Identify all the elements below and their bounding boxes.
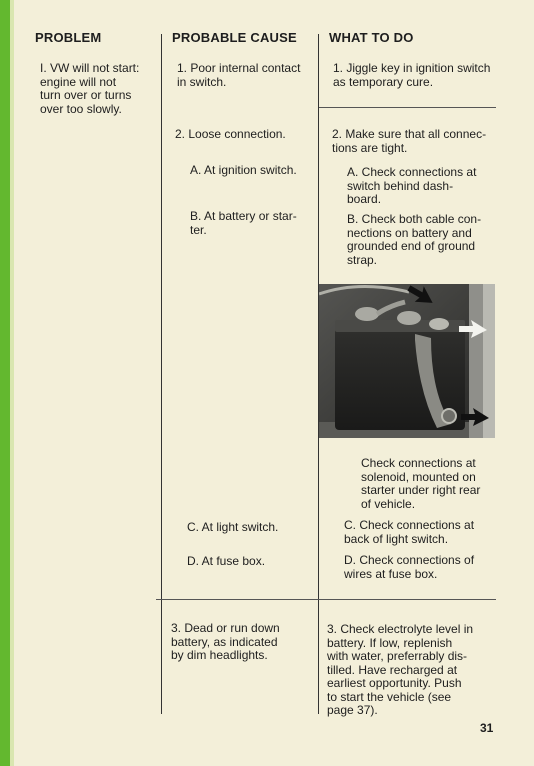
green-edge-shadow: [10, 0, 14, 766]
solenoid-note: Check connections at solenoid, mounted on starter under right rear of vehicle.: [361, 456, 481, 511]
action-3: 3. Check electrolyte level in battery. If low, replenish with water, preferrably dis- tilled. Have recharged at earliest opportunity. Push to start the vehicle (see page 37).: [327, 622, 474, 717]
action-2d: D. Check connections of wires at fuse box.: [344, 553, 475, 581]
cause-2: 2. Loose connection.: [175, 127, 286, 141]
header-probable-cause: PROBABLE CAUSE: [172, 30, 297, 45]
header-problem: PROBLEM: [35, 30, 102, 45]
cause-2d: D. At fuse box.: [187, 554, 266, 568]
header-what-to-do: WHAT TO DO: [329, 30, 414, 45]
battery-photo-icon: [319, 284, 495, 438]
cause-3: 3. Dead or run down battery, as indicated by dim headlights.: [171, 621, 280, 662]
cause-1: 1. Poor internal contact in switch.: [177, 61, 301, 89]
cause-2a: A. At ignition switch.: [190, 163, 297, 177]
row-separator-1: [319, 107, 496, 108]
green-edge-strip: [0, 0, 10, 766]
problem-text: I. VW will not start: engine will not turn over or turns over too slowly.: [40, 61, 140, 116]
column-divider-1: [161, 34, 162, 714]
action-2a: A. Check connections at switch behind dash- board.: [347, 165, 477, 206]
action-2c: C. Check connections at back of light switch.: [344, 518, 475, 546]
cause-2b: B. At battery or star- ter.: [190, 209, 297, 237]
action-1: 1. Jiggle key in ignition switch as temporary cure.: [333, 61, 491, 89]
battery-photo: [319, 284, 495, 438]
action-2: 2. Make sure that all connec- tions are tight.: [332, 127, 487, 155]
row-separator-2: [156, 599, 496, 600]
cause-2c: C. At light switch.: [187, 520, 279, 534]
action-2b: B. Check both cable con- nections on battery and grounded end of ground strap.: [347, 212, 482, 267]
page-number: 31: [480, 721, 494, 735]
